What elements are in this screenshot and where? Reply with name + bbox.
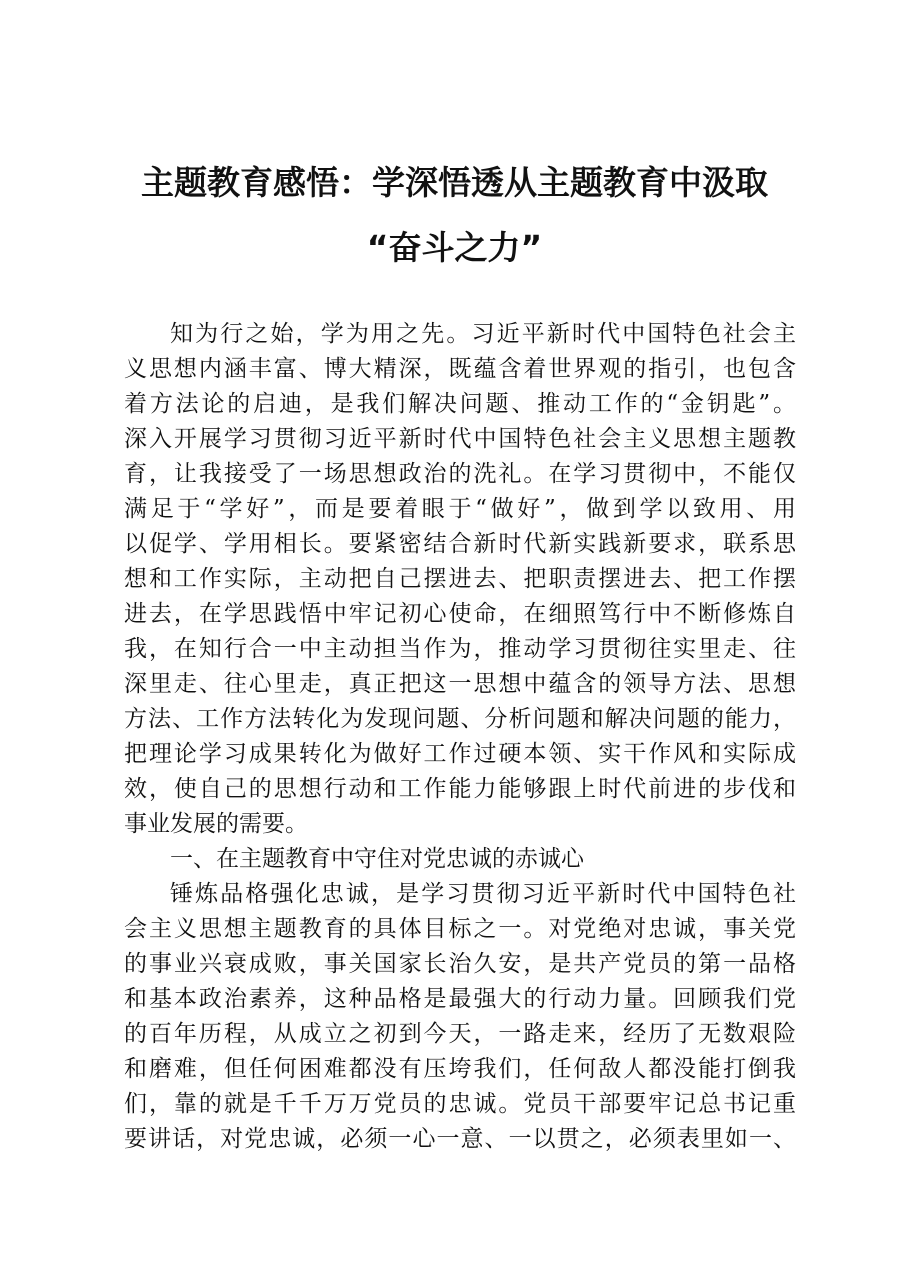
- body-line: 着方法论的启迪，是我们解决问题、推动工作的“金钥匙”。: [124, 391, 796, 417]
- body-line: 的事业兴衰成败，事关国家长治久安，是共产党员的第一品格: [124, 951, 796, 977]
- body-line: 以促学、学用相长。要紧密结合新时代新实践新要求，联系思: [124, 531, 796, 557]
- document-title-line-2: “奋斗之力”: [366, 228, 543, 267]
- body-line: 义思想内涵丰富、博大精深，既蕴含着世界观的指引，也包含: [124, 356, 796, 382]
- body-line: 方法、工作方法转化为发现问题、分析问题和解决问题的能力，: [124, 706, 796, 732]
- body-line: 我，在知行合一中主动担当作为，推动学习贯彻往实里走、往: [124, 636, 796, 662]
- body-line: 满足于“学好”，而是要着眼于“做好”，做到学以致用、用: [124, 496, 796, 522]
- body-line: 知为行之始，学为用之先。习近平新时代中国特色社会主: [170, 321, 796, 347]
- section-heading: 一、在主题教育中守住对党忠诚的赤诚心: [170, 846, 584, 872]
- document-title-line-1: 主题教育感悟：学深悟透从主题教育中汲取: [141, 163, 768, 202]
- body-line: 把理论学习成果转化为做好工作过硬本领、实干作风和实际成: [124, 741, 796, 767]
- body-line: 们，靠的就是千千万万党员的忠诚。党员干部要牢记总书记重: [124, 1091, 796, 1117]
- body-line: 锤炼品格强化忠诚，是学习贯彻习近平新时代中国特色社: [170, 881, 796, 907]
- body-line: 深里走、往心里走，真正把这一思想中蕴含的领导方法、思想: [124, 671, 796, 697]
- body-line: 事业发展的需要。: [124, 811, 308, 837]
- body-line: 想和工作实际，主动把自己摆进去、把职责摆进去、把工作摆: [124, 566, 796, 592]
- body-line: 会主义思想主题教育的具体目标之一。对党绝对忠诚，事关党: [124, 916, 796, 942]
- body-line: 深入开展学习贯彻习近平新时代中国特色社会主义思想主题教: [124, 426, 796, 452]
- body-line: 的百年历程，从成立之初到今天，一路走来，经历了无数艰险: [124, 1021, 796, 1047]
- body-line: 要讲话，对党忠诚，必须一心一意、一以贯之，必须表里如一、: [124, 1126, 796, 1152]
- body-line: 和基本政治素养，这种品格是最强大的行动力量。回顾我们党: [124, 986, 796, 1012]
- body-line: 育，让我接受了一场思想政治的洗礼。在学习贯彻中，不能仅: [124, 461, 796, 487]
- body-line: 和磨难，但任何困难都没有压垮我们，任何敌人都没能打倒我: [124, 1056, 796, 1082]
- body-line: 进去，在学思践悟中牢记初心使命，在细照笃行中不断修炼自: [124, 601, 796, 627]
- body-line: 效，使自己的思想行动和工作能力能够跟上时代前进的步伐和: [124, 776, 796, 802]
